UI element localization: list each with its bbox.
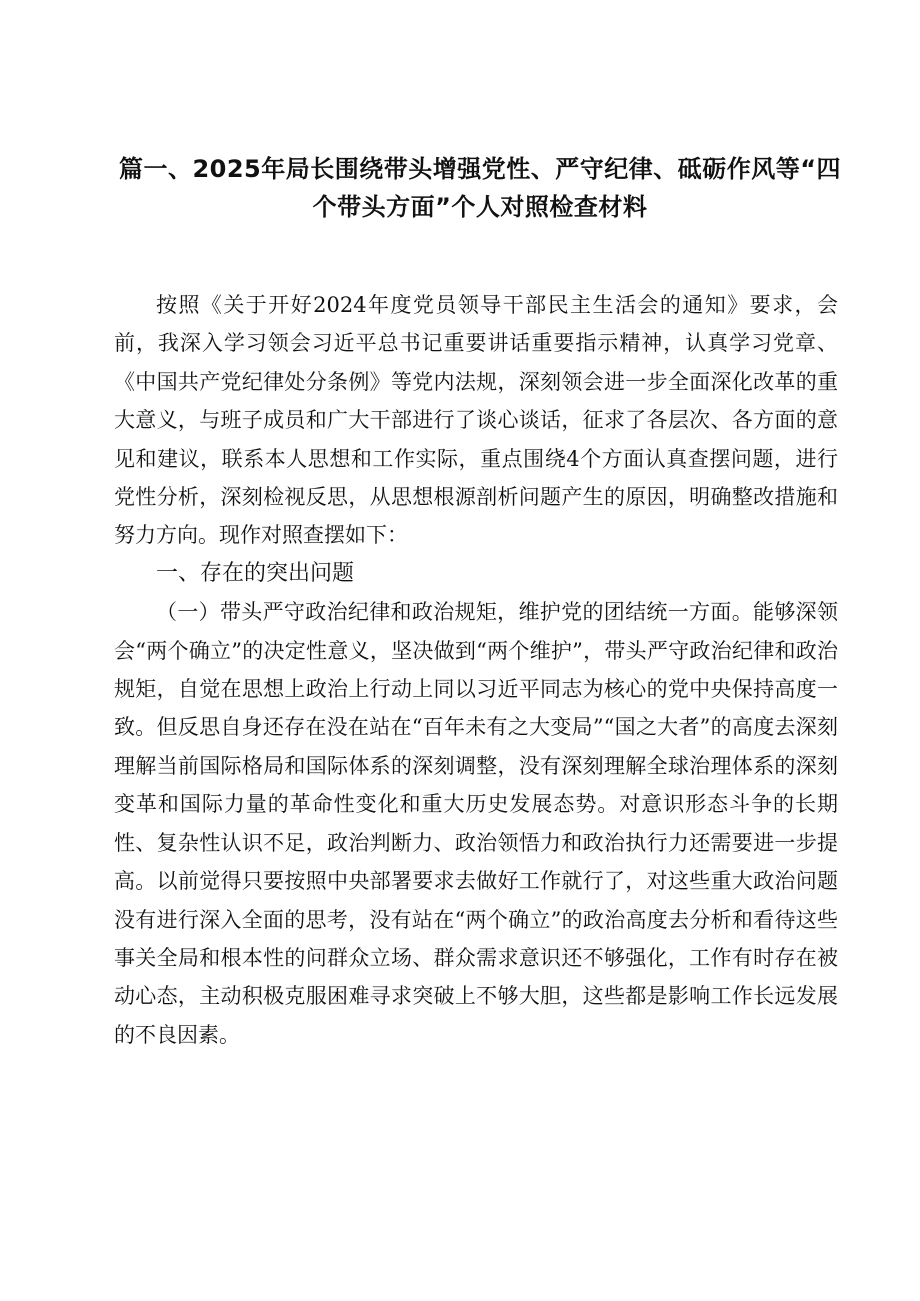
document-body: [114, 286, 838, 1054]
title-line-1: 篇一、2025年局长围绕带头增强党性、严守纪律、砥砺作风等“四: [118, 155, 842, 183]
subsection-paragraph: （一）带头严守政治纪律和政治规矩，维护党的团结统一方面。能够深领会“两个确立”的决定性意义，坚决做到“两个维护”，带头严守政治纪律和政治规矩，自觉在思想上政治上行动上同以习近平同志为核心的党中央保持高度一致。但反思自身还存在没在站在“百年未有之大变局”“国之大者”的高度去深刻理解当前国际格局和国际体系的深刻调整，没有深刻理解全球治理体系的深刻变革和国际力量的革命性变化和重大历史发展态势。对意识形态斗争的长期性、复杂性认识不足，政治判断力、政治领悟力和政治执行力还需要进一步提高。以前觉得只要按照中央部署要求去做好工作就行了，对这些重大政治问题没有进行深入全面的思考，没有站在“两个确立”的政治高度去分析和看待这些事关全局和根本性的问群众立场、群众需求意识还不够强化，工作有时存在被动心态，主动积极克服困难寻求突破上不够大胆，这些都是影响工作长远发展的不良因素。: [114, 600, 838, 1047]
document-title: [100, 150, 860, 226]
intro-paragraph: 按照《关于开好2024年度党员领导干部民主生活会的通知》要求，会前，我深入学习领会习近平总书记重要讲话重要指示精神，认真学习党章、《中国共产党纪律处分条例》等党内法规，深刻领会进一步全面深化改革的重大意义，与班子成员和广大干部进行了谈心谈话，征求了各层次、各方面的意见和建议，联系本人思想和工作实际，重点围绕4个方面认真查摆问题，进行党性分析，深刻检视反思，从思想根源剖析问题产生的原因，明确整改措施和努力方向。现作对照查摆如下：: [114, 293, 838, 548]
section-heading: 一、存在的突出问题: [156, 560, 355, 586]
title-line-2: 个带头方面”个人对照检查材料: [312, 193, 648, 221]
